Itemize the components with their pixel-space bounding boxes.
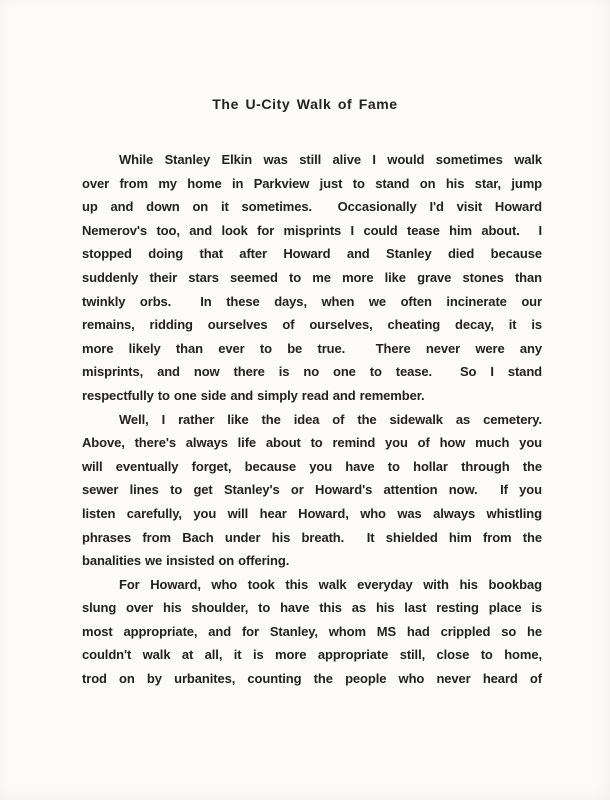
text-line: most appropriate, and for Stanley, whom MS had crippled so he — [82, 623, 542, 639]
text-line: suddenly their stars seemed to me more like grave stones than — [82, 269, 542, 285]
text-line: remains, ridding ourselves of ourselves, cheating decay, it is — [82, 317, 542, 333]
text-line: banalities we insisted on offering. — [82, 553, 290, 569]
text-line: twinkly orbs. In these days, when we often incinerate our — [82, 293, 542, 309]
text-line: more likely than ever to be true. There never were any — [82, 340, 542, 356]
text-line: For Howard, who took this walk everyday with his bookbag — [119, 576, 542, 592]
text-line: listen carefully, you will hear Howard, who was always whistling — [82, 505, 542, 521]
paragraph-2 — [82, 408, 542, 573]
text-line: sewer lines to get Stanley's or Howard's attention now. If you — [82, 482, 542, 498]
text-line: couldn't walk at all, it is more appropriate still, close to home, — [82, 647, 542, 663]
text-line: phrases from Bach under his breath. It shielded him from the — [82, 529, 542, 545]
document-title: The U-City Walk of Fame — [212, 96, 398, 112]
paragraph-3 — [82, 573, 542, 691]
text-line: stopped doing that after Howard and Stanley died because — [82, 246, 542, 262]
text-line: Above, there's always life about to remind you of how much you — [82, 435, 542, 451]
text-line: trod on by urbanites, counting the people who never heard of — [82, 671, 542, 687]
document-body — [82, 148, 542, 691]
text-line: up and down on it sometimes. Occasionally I'd visit Howard — [82, 199, 542, 215]
text-line: While Stanley Elkin was still alive I would sometimes walk — [119, 152, 542, 167]
text-line: over from my home in Parkview just to stand on his star, jump — [82, 175, 542, 191]
text-line: misprints, and now there is no one to tease. So I stand — [82, 364, 542, 380]
text-line: respectfully to one side and simply read and remember. — [82, 387, 425, 403]
text-line: will eventually forget, because you have to hollar through the — [82, 458, 542, 474]
text-line: slung over his shoulder, to have this as his last resting place is — [82, 600, 542, 616]
text-line: Nemerov's too, and look for misprints I could tease him about. I — [82, 222, 542, 238]
paragraph-1 — [82, 148, 542, 408]
text-line: Well, I rather like the idea of the sidewalk as cemetery. — [119, 411, 542, 427]
